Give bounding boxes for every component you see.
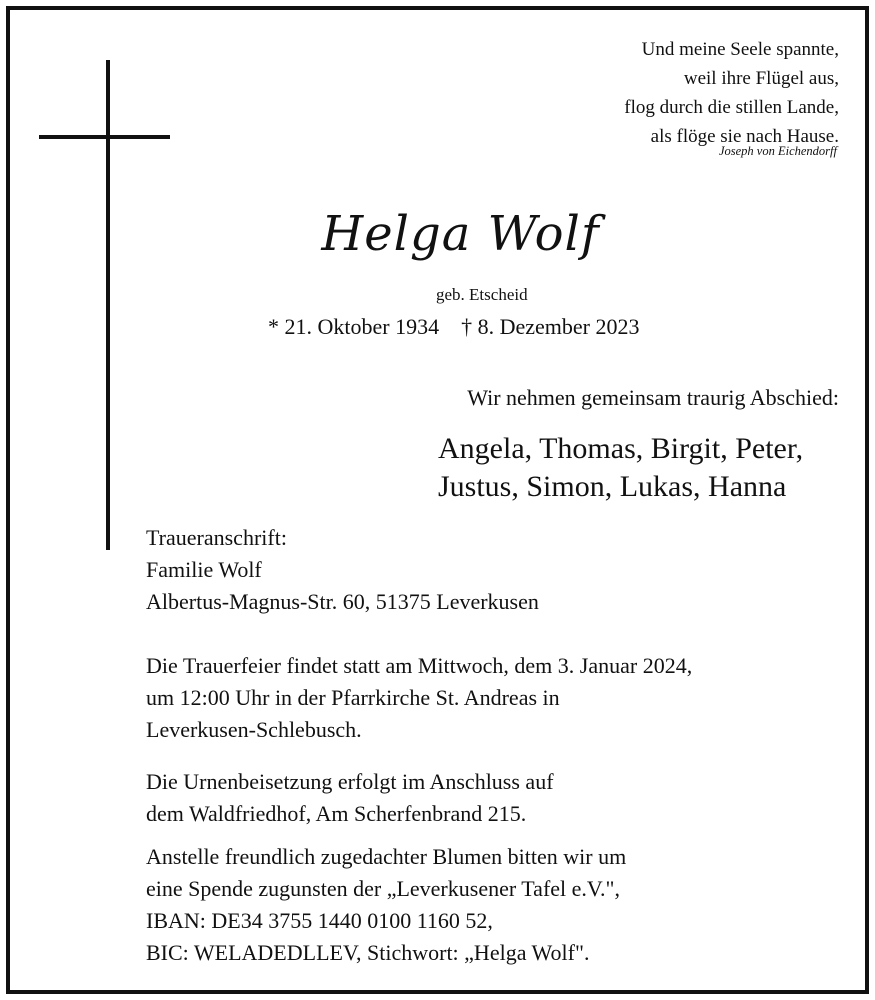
- ceremony-info: [146, 650, 692, 746]
- ceremony-line: um 12:00 Uhr in der Pfarrkirche St. Andreas in: [146, 685, 560, 710]
- cross-icon: [106, 60, 110, 550]
- donation-line: BIC: WELADEDLLEV, Stichwort: „Helga Wolf".: [146, 940, 590, 965]
- poem-line: flog durch die stillen Lande,: [624, 97, 839, 118]
- birth-date: * 21. Oktober 1934: [268, 314, 440, 339]
- deceased-name: Helga Wolf: [321, 206, 600, 262]
- poem-line: weil ihre Flügel aus,: [683, 68, 839, 89]
- poem-line: Und meine Seele spannte,: [641, 39, 839, 60]
- poem-line: als flöge sie nach Hause.: [650, 126, 839, 147]
- mourners-line: Angela, Thomas, Birgit, Peter,: [438, 432, 804, 465]
- obituary-frame: [6, 6, 869, 994]
- mourners-line: Justus, Simon, Lukas, Hanna: [438, 470, 787, 503]
- address-label: Traueranschrift:: [146, 525, 287, 550]
- address-street: Albertus-Magnus-Str. 60, 51375 Leverkusen: [146, 589, 539, 614]
- cross-icon-crossbar: [39, 135, 170, 139]
- mourners-list: [438, 430, 803, 506]
- poem: [624, 35, 839, 151]
- death-date: † 8. Dezember 2023: [461, 314, 640, 339]
- donation-line: IBAN: DE34 3755 1440 0100 1160 52,: [146, 908, 493, 933]
- donation-line: Anstelle freundlich zugedachter Blumen bitten wir um: [146, 844, 627, 869]
- urn-line: dem Waldfriedhof, Am Scherfenbrand 215.: [146, 801, 527, 826]
- mourning-address: [146, 522, 539, 618]
- ceremony-line: Leverkusen-Schlebusch.: [146, 717, 362, 742]
- urn-line: Die Urnenbeisetzung erfolgt im Anschluss auf: [146, 769, 554, 794]
- ceremony-line: Die Trauerfeier findet statt am Mittwoch, dem 3. Januar 2024,: [146, 653, 693, 678]
- farewell-intro: Wir nehmen gemeinsam traurig Abschied:: [467, 385, 839, 410]
- urn-burial-info: [146, 766, 554, 830]
- donation-info: [146, 841, 626, 969]
- life-dates: [268, 314, 639, 340]
- born-name: geb. Etscheid: [436, 285, 528, 304]
- poem-author: Joseph von Eichendorff: [718, 144, 837, 158]
- address-family: Familie Wolf: [146, 557, 262, 582]
- donation-line: eine Spende zugunsten der „Leverkusener Tafel e.V.",: [146, 876, 620, 901]
